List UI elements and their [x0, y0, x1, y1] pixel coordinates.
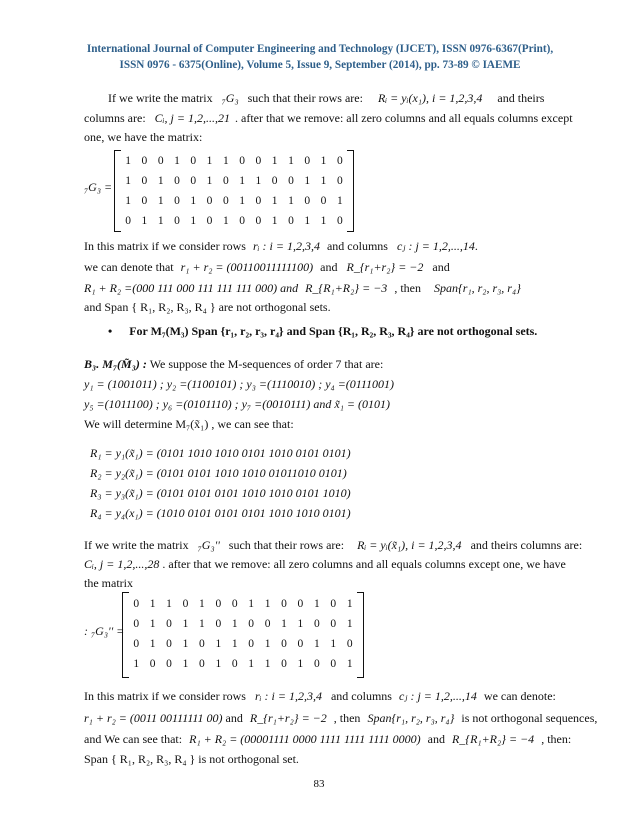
matrix-cell: 0: [281, 598, 287, 610]
text: , then:: [541, 732, 572, 746]
matrix-cell: 0: [248, 638, 255, 650]
text: and: [225, 711, 243, 725]
matrix-cell: 0: [174, 175, 180, 187]
matrix-cell: 1: [215, 658, 222, 670]
matrix-cell: 1: [174, 155, 180, 167]
text: If we write the matrix: [84, 538, 189, 552]
matrix-cell: 0: [313, 658, 320, 670]
para3-line2: [84, 556, 566, 572]
para2-line1: [84, 238, 478, 254]
matrix-cell: 1: [149, 638, 156, 650]
text: If we write the matrix: [108, 91, 213, 105]
matrix-symbol: ₇G₃'': [197, 538, 220, 552]
matrix-cell: 1: [346, 598, 353, 610]
para2-line2: [84, 259, 450, 275]
matrix-cell: 0: [271, 175, 278, 187]
equation: cⱼ : j = 1,2,...,14: [398, 689, 477, 703]
matrix-table: [128, 594, 358, 674]
matrix-cell: 1: [313, 598, 320, 610]
matrix-cell: 1: [190, 215, 197, 227]
matrix-cell: 1: [182, 618, 189, 630]
matrix-cell: 1: [320, 175, 327, 187]
matrix-cell: 0: [231, 598, 238, 610]
text: and: [427, 732, 445, 746]
matrix-cell: 0: [166, 638, 172, 650]
matrix-cell: 1: [157, 195, 164, 207]
equation: Span{r₁, r₂, r₃, r₄}: [433, 281, 521, 295]
matrix-cell: 0: [255, 195, 262, 207]
matrix-cell: 1: [149, 598, 156, 610]
equation: Span{r₁, r₂, r₃, r₄}: [367, 711, 455, 725]
matrix-cell: 0: [199, 658, 205, 670]
para2-line4: and Span { R₁, R₂, R₃, R₄ } are not orthogonal sets.: [84, 300, 331, 314]
equation: R₁ + R₂ = (00001111 0000 1111 1111 1111 0000): [189, 732, 421, 746]
equation: r₁ + r₂ = (0011 00111111 00): [84, 711, 223, 725]
matrix-cell: 1: [330, 638, 337, 650]
matrix-body: [114, 150, 354, 232]
matrix-row: [128, 614, 358, 634]
matrix-cell: 0: [288, 215, 294, 227]
matrix-cell: 0: [231, 658, 238, 670]
matrix-cell: 0: [174, 195, 180, 207]
text: and columns: [326, 239, 388, 253]
matrix-cell: 1: [271, 195, 278, 207]
text: we can denote:: [483, 689, 556, 703]
text: In this matrix if we consider rows: [84, 239, 246, 253]
right-bracket: [347, 150, 354, 232]
row-r1: R₁ = y₁(x̃₁) = (0101 1010 1010 0101 1010 0101 0101): [90, 446, 351, 460]
row-r4: R₄ = y₄(x₁) = (1010 0101 0101 0101 1010 1010 0101): [90, 506, 351, 520]
matrix-cell: 0: [304, 195, 311, 207]
matrix-row: [128, 654, 358, 674]
text: and: [320, 260, 338, 274]
text: and theirs columns are:: [470, 538, 583, 552]
matrix-cell: 0: [215, 598, 222, 610]
matrix-cell: 0: [166, 658, 172, 670]
row-r2: R₂ = y₂(x̃₁) = (0101 0101 1010 1010 01011010 0101): [90, 466, 347, 480]
matrix-cell: 0: [304, 155, 311, 167]
matrix-cell: 1: [297, 618, 304, 630]
equation: R_{R₁+R₂} = −3: [305, 281, 388, 295]
matrix-cell: 1: [336, 195, 343, 207]
matrix-cell: 0: [125, 215, 132, 227]
matrix-cell: 0: [190, 175, 197, 187]
sequence-line2: y₅ =(1011100) ; y₆ =(0101110) ; y₇ =(0010111) and x̃₁ = (0101): [84, 397, 390, 411]
matrix-cell: 0: [248, 618, 255, 630]
matrix-cell: 0: [133, 638, 140, 650]
matrix-cell: 0: [313, 618, 320, 630]
matrix-cell: 1: [199, 598, 205, 610]
matrix-cell: 1: [239, 195, 245, 207]
matrix-cell: 1: [157, 215, 164, 227]
matrix-cell: 0: [336, 215, 343, 227]
sequence-line1: y₁ = (1001011) ; y₂ =(1100101) ; y₃ =(1110010) ; y₄ =(0111001): [84, 377, 394, 391]
para4-line2: [84, 710, 597, 726]
matrix-cell: 1: [231, 638, 238, 650]
text: . after that we remove: all zero columns and all equals columns except one, we have: [162, 557, 566, 571]
text: such that their rows are:: [228, 538, 345, 552]
matrix-row: [128, 594, 358, 614]
text: and theirs: [497, 91, 545, 105]
matrix-cell: 0: [288, 175, 294, 187]
matrix-cell: 1: [239, 175, 245, 187]
text: such that their rows are:: [247, 91, 363, 105]
matrix-cell: 1: [281, 618, 287, 630]
matrix-cell: 1: [222, 155, 229, 167]
matrix-cell: 0: [133, 618, 140, 630]
matrix-cell: 0: [206, 195, 213, 207]
text: we can denote that: [84, 260, 174, 274]
matrix-cell: 0: [281, 658, 287, 670]
matrix-symbol: ₇G₃: [221, 91, 239, 105]
matrix-cell: 0: [141, 175, 148, 187]
matrix-cell: 1: [199, 618, 205, 630]
matrix-cell: 0: [330, 598, 337, 610]
text: , then: [394, 281, 421, 295]
matrix-cell: 1: [141, 215, 148, 227]
page-number: 83: [313, 778, 325, 790]
journal-header-line1: International Journal of Computer Engineering and Technology (IJCET), ISSN 0976-6367(Print),: [86, 43, 554, 55]
matrix-cell: 0: [297, 598, 304, 610]
matrix-cell: 0: [255, 215, 262, 227]
journal-header-line2: ISSN 0976 - 6375(Online), Volume 5, Issue 9, September (2014), pp. 73-89 © IAEME: [119, 59, 521, 71]
matrix-cell: 0: [141, 155, 148, 167]
equation: Cᵢ, j = 1,2,...,21: [154, 111, 230, 125]
matrix-cell: 1: [304, 215, 311, 227]
para1-line1: [108, 90, 544, 106]
text: . after that we remove: all zero columns and all equals columns except: [235, 111, 573, 125]
equation: R_{r₁+r₂} = −2: [249, 711, 327, 725]
text: , then: [333, 711, 361, 725]
matrix-cell: 0: [239, 215, 245, 227]
text: and We can see that:: [84, 732, 183, 746]
matrix-cell: 1: [125, 155, 132, 167]
equation: r₁ + r₂ = (00110011111100): [180, 260, 314, 274]
matrix-table: [120, 151, 348, 231]
section-title: B₃. M₇(M̃₃) :: [84, 357, 147, 371]
matrix-cell: 1: [304, 175, 311, 187]
matrix-cell: 0: [141, 195, 148, 207]
matrix-cell: 1: [264, 638, 271, 650]
matrix-cell: 0: [264, 618, 271, 630]
matrix-cell: 0: [174, 215, 180, 227]
matrix-cell: 0: [149, 658, 156, 670]
bullet-icon: •: [108, 324, 113, 338]
matrix-cell: 0: [239, 155, 245, 167]
matrix-label: : ₇G₃'' =: [84, 624, 125, 638]
equation: R_{r₁+r₂} = −2: [346, 260, 424, 274]
matrix-cell: 1: [320, 215, 327, 227]
matrix-cell: 1: [215, 638, 222, 650]
matrix-body: [122, 592, 364, 678]
matrix-cell: 1: [271, 155, 278, 167]
matrix-cell: 0: [157, 155, 164, 167]
text: columns are:: [84, 111, 146, 125]
equation: Cᵢ, j = 1,2,...,28: [84, 557, 160, 571]
matrix-row: [120, 211, 348, 231]
text: and columns: [330, 689, 392, 703]
para4-line1: [84, 688, 556, 704]
matrix-cell: 1: [149, 618, 156, 630]
equation: cⱼ : j = 1,2,...,14: [396, 239, 475, 253]
matrix-cell: 0: [133, 598, 140, 610]
matrix-cell: 1: [288, 155, 294, 167]
matrix-cell: 0: [222, 175, 229, 187]
text: In this matrix if we consider rows: [84, 689, 246, 703]
matrix-cell: 1: [297, 658, 304, 670]
matrix-cell: 1: [125, 175, 132, 187]
matrix-cell: 0: [206, 215, 213, 227]
text: and: [432, 260, 450, 274]
matrix-cell: 1: [133, 658, 140, 670]
matrix-cell: 1: [222, 215, 229, 227]
matrix-cell: 1: [166, 598, 172, 610]
determine-line: We will determine M₇(x̃₁) , we can see that:: [84, 417, 294, 431]
matrix-cell: 0: [199, 638, 205, 650]
matrix-cell: 0: [222, 195, 229, 207]
matrix-cell: 0: [330, 618, 337, 630]
matrix-row: [128, 634, 358, 654]
text: We suppose the M-sequences of order 7 that are:: [149, 357, 384, 371]
matrix-cell: 1: [190, 195, 197, 207]
matrix-cell: 1: [313, 638, 320, 650]
matrix-cell: 0: [320, 195, 327, 207]
matrix-g3-double-prime: [84, 592, 364, 678]
matrix-cell: 0: [336, 175, 343, 187]
matrix-row: [120, 171, 348, 191]
matrix-cell: 1: [231, 618, 238, 630]
para4-line3: [84, 731, 571, 747]
matrix-cell: 0: [330, 658, 337, 670]
bullet-item: [108, 324, 537, 339]
matrix-cell: 1: [271, 215, 278, 227]
para3-line1: [84, 537, 582, 553]
para1-line3: one, we have the matrix:: [84, 130, 203, 144]
text: is not orthogonal sequences,: [461, 711, 598, 725]
equation: R_{R₁+R₂} = −4: [451, 732, 535, 746]
equation: Rᵢ = yᵢ(x̃₁), i = 1,2,3,4: [357, 538, 462, 552]
bullet-text: For M₇(M₃) Span {r₁, r₂, r₃, r₄} and Span {R₁, R₂, R₃, R₄} are not orthogonal sets.: [129, 324, 538, 338]
matrix-cell: 0: [182, 598, 189, 610]
equation: rᵢ : i = 1,2,3,4: [254, 689, 322, 703]
matrix-cell: 1: [182, 658, 189, 670]
matrix-label: ₇G₃ =: [84, 180, 113, 194]
matrix-cell: 1: [264, 658, 271, 670]
text: .: [474, 239, 478, 253]
para4-line4: Span { R₁, R₂, R₃, R₄ } is not orthogonal set.: [84, 752, 299, 766]
para1-line2: [84, 110, 573, 126]
matrix-cell: 1: [248, 598, 255, 610]
matrix-cell: 1: [264, 598, 271, 610]
equation: rᵢ : i = 1,2,3,4: [252, 239, 320, 253]
matrix-g3: [84, 150, 354, 232]
para3-line3: the matrix: [84, 576, 133, 590]
right-bracket: [357, 592, 364, 678]
matrix-row: [120, 191, 348, 211]
matrix-cell: 1: [182, 638, 189, 650]
matrix-cell: 1: [157, 175, 164, 187]
matrix-cell: 0: [346, 638, 353, 650]
para2-line3: [84, 280, 521, 296]
equation: Rᵢ = yᵢ(x₁), i = 1,2,3,4: [377, 91, 483, 105]
matrix-cell: 1: [346, 618, 353, 630]
matrix-cell: 1: [320, 155, 327, 167]
matrix-cell: 1: [346, 658, 353, 670]
section-b3-line1: [84, 356, 383, 372]
matrix-row: [120, 151, 348, 171]
matrix-cell: 1: [248, 658, 255, 670]
matrix-cell: 0: [281, 638, 287, 650]
matrix-cell: 1: [255, 175, 262, 187]
matrix-cell: 1: [206, 175, 213, 187]
row-r3: R₃ = y₃(x̃₁) = (0101 0101 0101 1010 1010 0101 1010): [90, 486, 351, 500]
matrix-cell: 0: [336, 155, 343, 167]
matrix-cell: 0: [215, 618, 222, 630]
matrix-cell: 1: [206, 155, 213, 167]
matrix-cell: 1: [125, 195, 132, 207]
matrix-cell: 0: [190, 155, 197, 167]
matrix-cell: 0: [297, 638, 304, 650]
matrix-cell: 1: [288, 195, 294, 207]
matrix-cell: 0: [255, 155, 262, 167]
equation: R₁ + R₂ =(000 111 000 111 111 111 000) and: [84, 281, 299, 295]
matrix-cell: 0: [166, 618, 172, 630]
